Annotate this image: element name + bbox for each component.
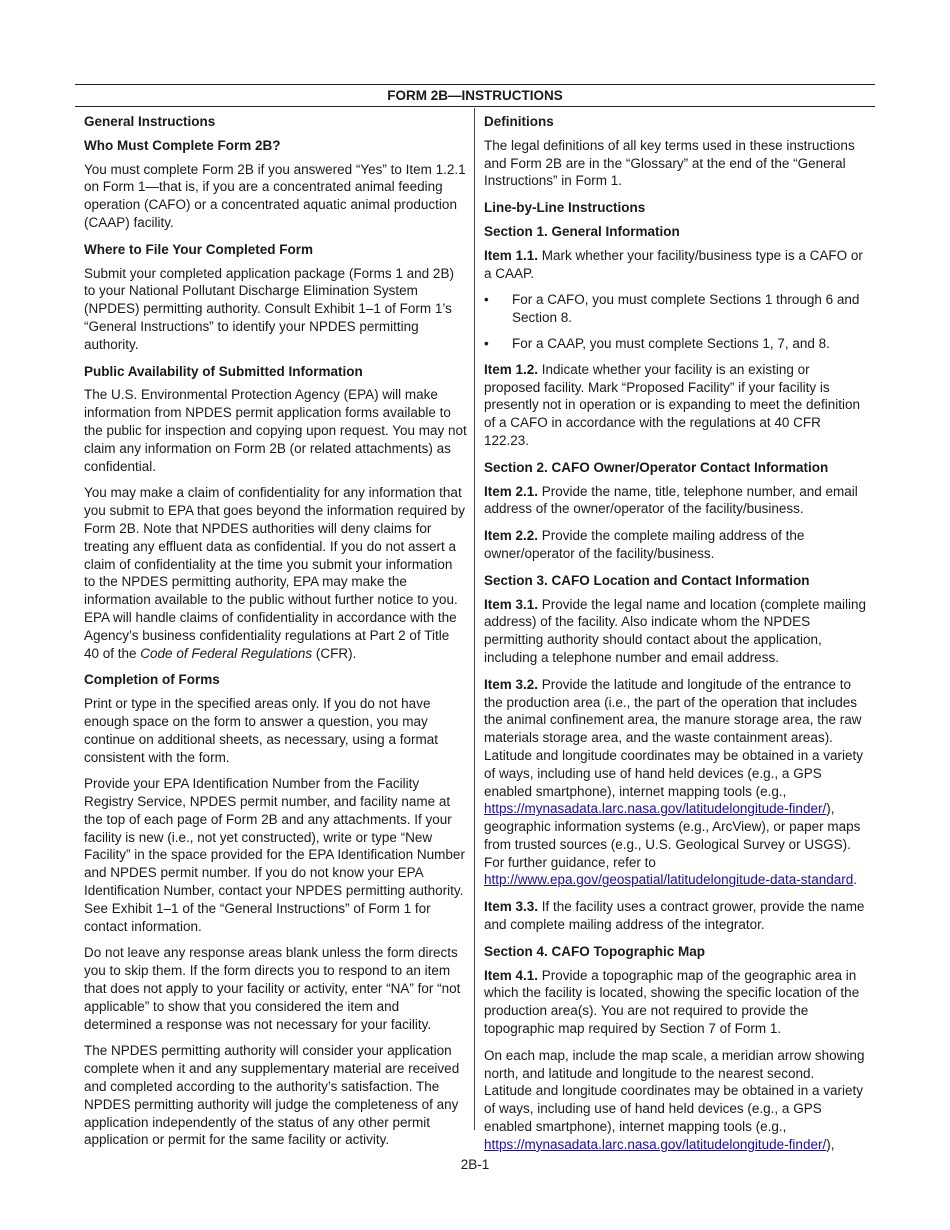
item-4-1: Item 4.1. Provide a topographic map of the geographic area in which the facility is located, showing the specific location of the production area(s). You are not required to provide the topographic map required by Section 7 of Form 1. [484,967,860,1037]
epa-geospatial-link[interactable]: http://www.epa.gov/geospatial/latitudelongitude-data-standard [484,872,854,888]
section-2-heading: Section 2. CAFO Owner/Operator Contact Information [484,459,829,475]
right-column [484,113,866,1163]
definitions-heading: Definitions [484,114,554,129]
completion-of-forms-heading: Completion of Forms [84,672,220,688]
cfr-italic: Code of Federal Regulations [140,645,313,661]
section-1-heading: Section 1. General Information [484,223,680,239]
who-must-complete-heading: Who Must Complete Form 2B? [84,137,281,153]
item-1-2: Item 1.2. Indicate whether your facility is an existing or proposed facility. Mark “Proposed Facility” if your facility is presently not in operation or is expanding to meet the definition of a CAFO in accordance with the regulations at 40 CFR 122.23. [484,361,860,448]
page-title: FORM 2B—INSTRUCTIONS [387,88,563,103]
item-3-2: Item 3.2. Provide the latitude and longitude of the entrance to the production area (i.e., the part of the operation that includes the animal confinement area, the manure storage area, the raw materials storage area, and the waste containment areas). Latitude and longitude coordinates may be obtained in a variety of ways, including use of hand held devices (e.g., a GPS enabled smartphone), internet mapping tools (e.g., https://mynasadata.larc.nasa.gov/latitudelongitude-finder/), geographic information systems (e.g., ArcView), or paper maps from trusted sources (e.g., U.S. Geological Survey or USGS). For further guidance, refer to http://www.epa.gov/geospatial/latitudelongitude-data-standard. [484,676,864,888]
public-availability-text-2: You may make a claim of confidentiality for any information that you submit to EPA that goes beyond the information required by Form 2B. Note that NPDES authorities will deny claims for treating any effluent data as confidential. If you do not assert a claim of confidentiality at the time you submit your information to the NPDES permitting authority, EPA may make the information available to the public without further notice to you. EPA will handle claims of confidentiality in accordance with the Agency’s business confidentiality regulations at Part 2 of Title 40 of the Code of Federal Regulations (CFR). [84,485,465,661]
bullet-icon: • [484,292,489,308]
completion-text-1: Print or type in the specified areas only. If you do not have enough space on the form to answer a question, you may continue on additional sheets, as necessary, using a format consistent with the form. [84,696,438,765]
who-must-complete-text: You must complete Form 2B if you answered “Yes” to Item 1.2.1 on Form 1—that is, if you are a concentrated animal feeding operation (CAFO) or a concentrated aquatic animal production (CAAP) facility. [84,161,466,230]
item-3-3: Item 3.3. If the facility uses a contract grower, provide the name and complete mailing address of the integrator. [484,899,865,933]
item-1-1: Item 1.1. Mark whether your facility/business type is a CAFO or a CAAP. [484,247,863,281]
public-availability-heading: Public Availability of Submitted Information [84,363,363,379]
public-availability-text-1: The U.S. Environmental Protection Agency (EPA) will make information from NPDES permit application forms available to the public for inspection and copying upon request. You may not claim any information on Form 2B (or related attachments) as confidential. [84,387,467,474]
latlong-finder-link[interactable]: https://mynasadata.larc.nasa.gov/latitudelongitude-finder/ [484,801,827,817]
page-number: 2B-1 [460,1157,490,1172]
completion-text-3: Do not leave any response areas blank unless the form directs you to skip them. If the form directs you to respond to an item that does not apply to your facility or activity, enter “NA” for “not applicable” to show that you considered the item and determined a response was not necessary for your facility. [84,945,461,1032]
completion-text-4: The NPDES permitting authority will consider your application complete when it and any supplementary material are received and completed according to the authority’s satisfaction. The NPDES permitting authority will judge the completeness of any application independently of the status of any other permit application or permit for the same facility or activity. [84,1043,460,1148]
completion-text-2: Provide your EPA Identification Number from the Facility Registry Service, NPDES permit number, and facility name at the top of each page of Form 2B and any attachments. If your facility is new (i.e., not yet constructed), write or type “New Facility” in the space provided for the EPA Identification Number and NPDES permit number. If you do not know your EPA Identification Number, contact your NPDES permitting authority. See Exhibit 1–1 of the “General Instructions” of Form 1 for contact information. [84,776,465,934]
bullet-icon: • [484,335,489,351]
where-to-file-heading: Where to File Your Completed Form [84,241,314,257]
item-2-1: Item 2.1. Provide the name, title, telephone number, and email address of the owner/operator of the facility/business. [484,483,858,517]
left-column [84,113,467,1158]
line-by-line-heading: Line-by-Line Instructions [484,200,646,216]
definitions-text: The legal definitions of all key terms used in these instructions and Form 2B are in the “Glossary” at the end of the “General Instructions” in Form 1. [484,137,855,189]
section-1-bullets [484,291,866,352]
where-to-file-text: Submit your completed application package (Forms 1 and 2B) to your National Pollutant Discharge Elimination System (NPDES) permitting authority. Consult Exhibit 1–1 of Form 1’s “General Instructions” to identify your NPDES permitting authority. [84,265,454,352]
item-2-2: Item 2.2. Provide the complete mailing address of the owner/operator of the facility/business. [484,528,805,561]
top-rule [75,84,875,85]
list-item: • For a CAAP, you must complete Sections 1, 7, and 8. [484,335,830,351]
section-3-heading: Section 3. CAFO Location and Contact Information [484,572,810,588]
list-item: • For a CAFO, you must complete Sections 1 through 6 and Section 8. [484,292,860,326]
map-instructions: On each map, include the map scale, a meridian arrow showing north, and latitude and longitude to the nearest second. Latitude and longitude coordinates may be obtained in a variety of ways, including use of hand held devices (e.g., a GPS enabled smartphone), internet mapping tools (e.g., https://mynasadata.larc.nasa.gov/latitudelongitude-finder/), [484,1047,865,1152]
item-3-1: Item 3.1. Provide the legal name and location (complete mailing address) of the facility. Also indicate whom the NPDES permitting authority should contact about the application, including a telephone number and email address. [484,596,866,665]
column-divider [474,108,475,1130]
latlong-finder-link-2[interactable]: https://mynasadata.larc.nasa.gov/latitudelongitude-finder/ [484,1136,827,1152]
section-4-heading: Section 4. CAFO Topographic Map [484,943,706,959]
title-rule [75,106,875,107]
general-instructions-heading: General Instructions [84,114,216,129]
